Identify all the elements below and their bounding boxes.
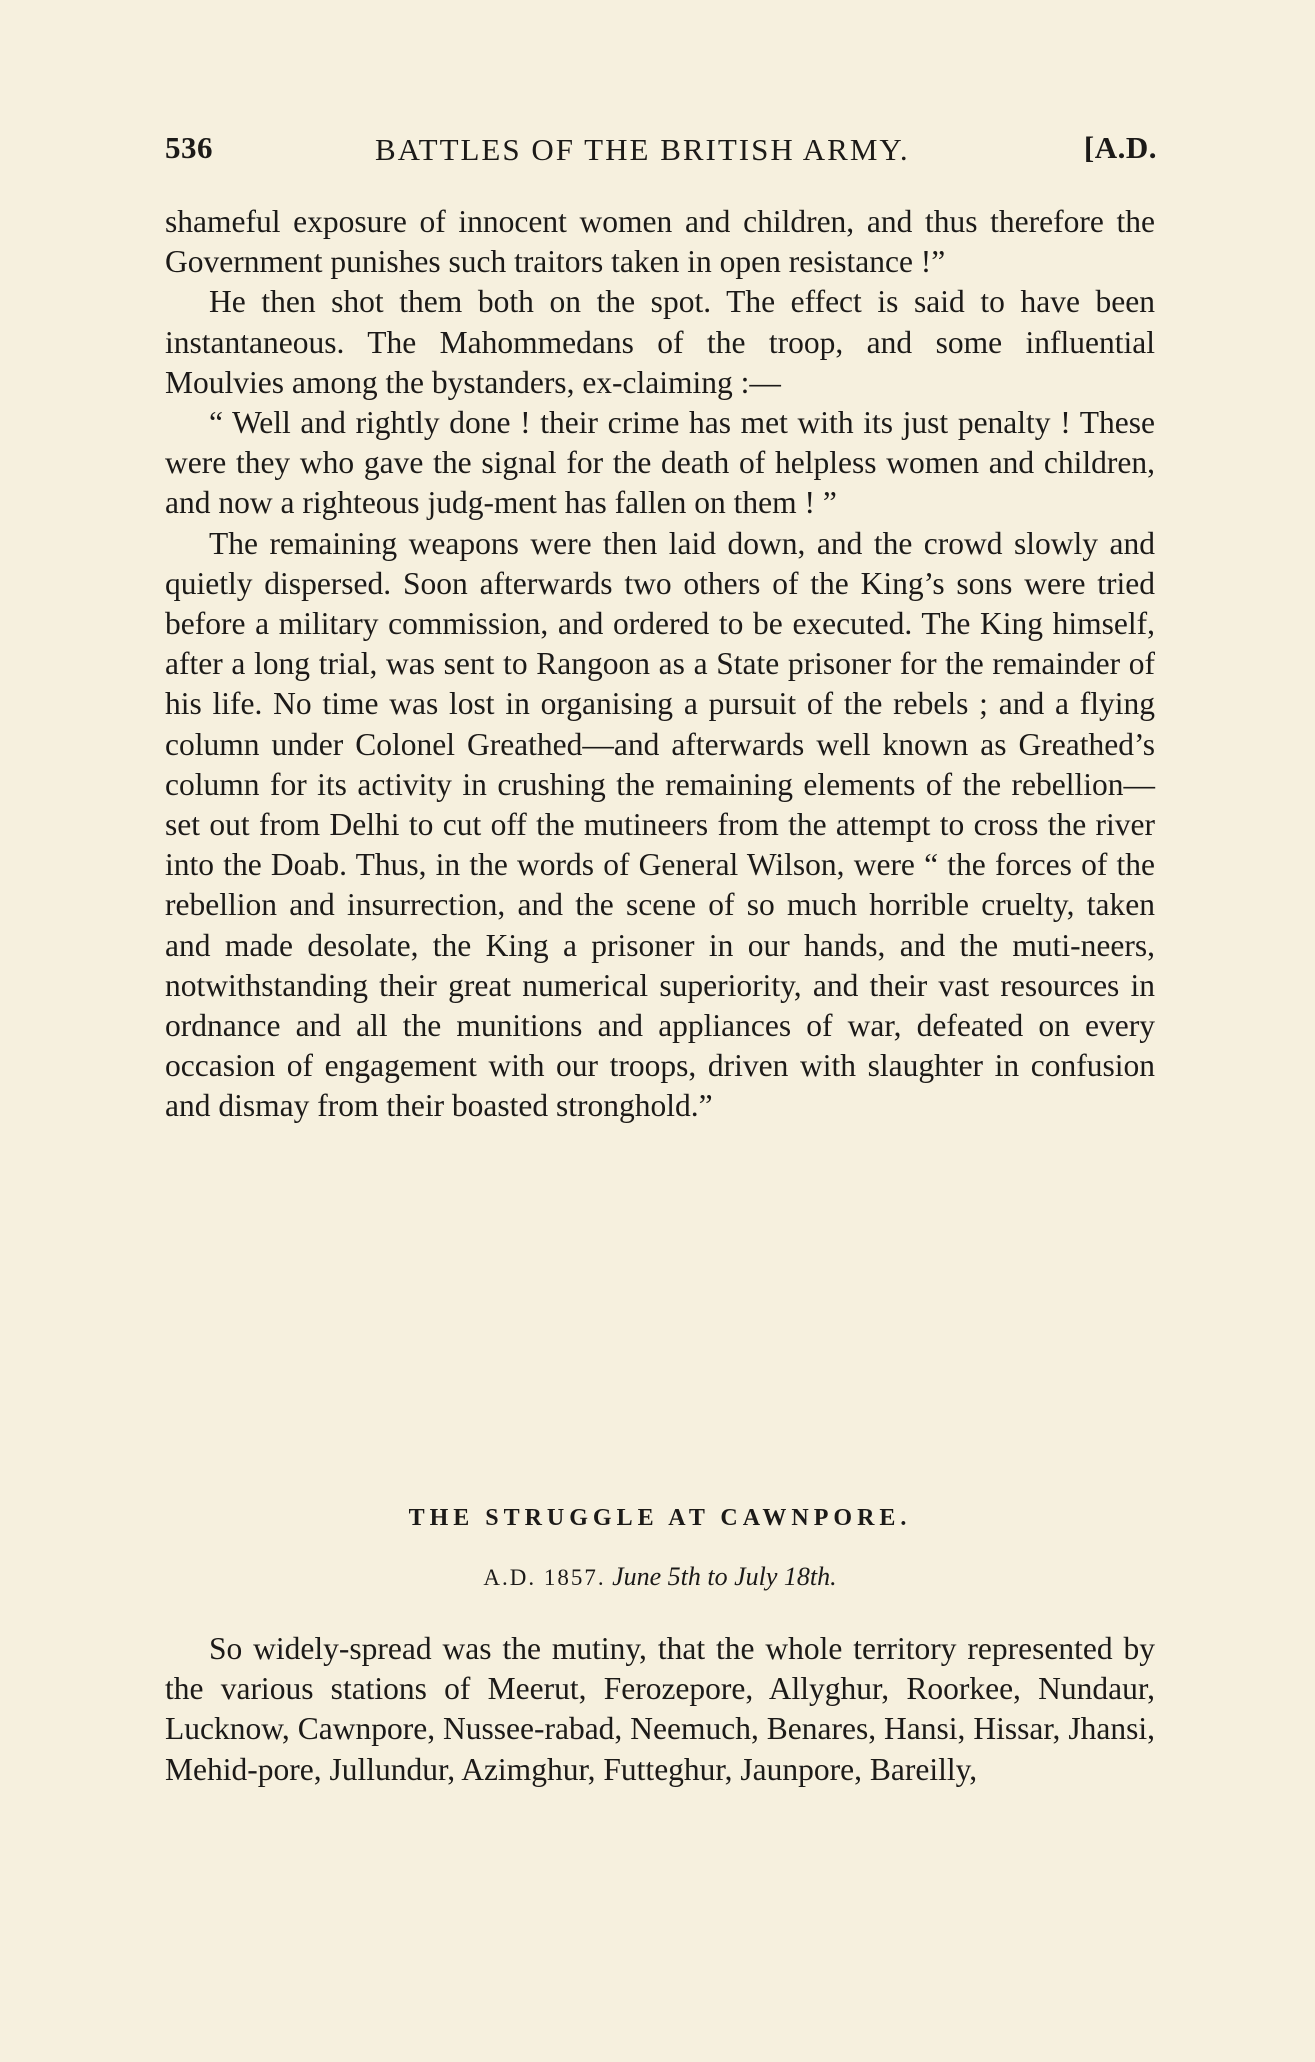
running-head	[165, 130, 1157, 174]
paragraph: The remaining weapons were then laid down, and the crowd slowly and quietly dispersed. Soon afterwards two others of the King’s sons were tried before a military commission, and ordered to be executed. The King himself, after a long trial, was sent to Rangoon as a State prisoner for the remainder of his life. No time was lost in organising a pursuit of the rebels ; and a flying column under Colonel Greathed—and afterwards well known as Greathed’s column for its activity in crushing the remaining elements of the rebellion—set out from Delhi to cut off the mutineers from the attempt to cross the river into the Doab. Thus, in the words of General Wilson, were “ the forces of the rebellion and insurrection, and the scene of so much horrible cruelty, taken and made desolate, the King a prisoner in our hands, and the muti-neers, notwithstanding their great numerical superiority, and their vast resources in ordnance and all the munitions and appliances of war, defeated on every occasion of engagement with our troops, driven with slaughter in confusion and dismay from their boasted stronghold.”	[165, 525, 1155, 1124]
section-opening-paragraph: So widely-spread was the mutiny, that the whole territory represented by the various stations of Meerut, Ferozepore, Allyghur, Roorkee, Nundaur, Lucknow, Cawnpore, Nussee-rabad, Neemuch, Benares, Hansi, Hissar, Jhansi, Mehid-pore, Jullundur, Azimghur, Futteghur, Jaunpore, Bareilly,	[165, 1631, 1155, 1787]
section-date	[165, 1562, 1155, 1592]
paragraph-continuation: shameful exposure of innocent women and children, and thus therefore the Government punishes such traitors taken in open resistance !”	[165, 204, 1155, 280]
era-marker: [A.D.	[1083, 130, 1157, 165]
section-heading: THE STRUGGLE AT CAWNPORE.	[408, 1505, 912, 1531]
main-text	[165, 202, 1155, 1127]
paragraph-quote: “ Well and rightly done ! their crime has met with its just penalty ! These were they who gave the signal for the death of helpless women and children, and now a righteous judg-ment has fallen on them ! ”	[165, 405, 1155, 521]
page-number: 536	[165, 130, 213, 165]
paragraph: He then shot them both on the spot. The effect is said to have been instantaneous. The Mahommedans of the troop, and some influential Moulvies among the bystanders, ex-claiming :—	[165, 284, 1155, 400]
section-text	[165, 1629, 1155, 1790]
running-title: BATTLES OF THE BRITISH ARMY.	[375, 132, 910, 167]
section-date-year: A.D. 1857.	[483, 1565, 606, 1590]
section-date-range: June 5th to July 18th.	[612, 1562, 837, 1591]
